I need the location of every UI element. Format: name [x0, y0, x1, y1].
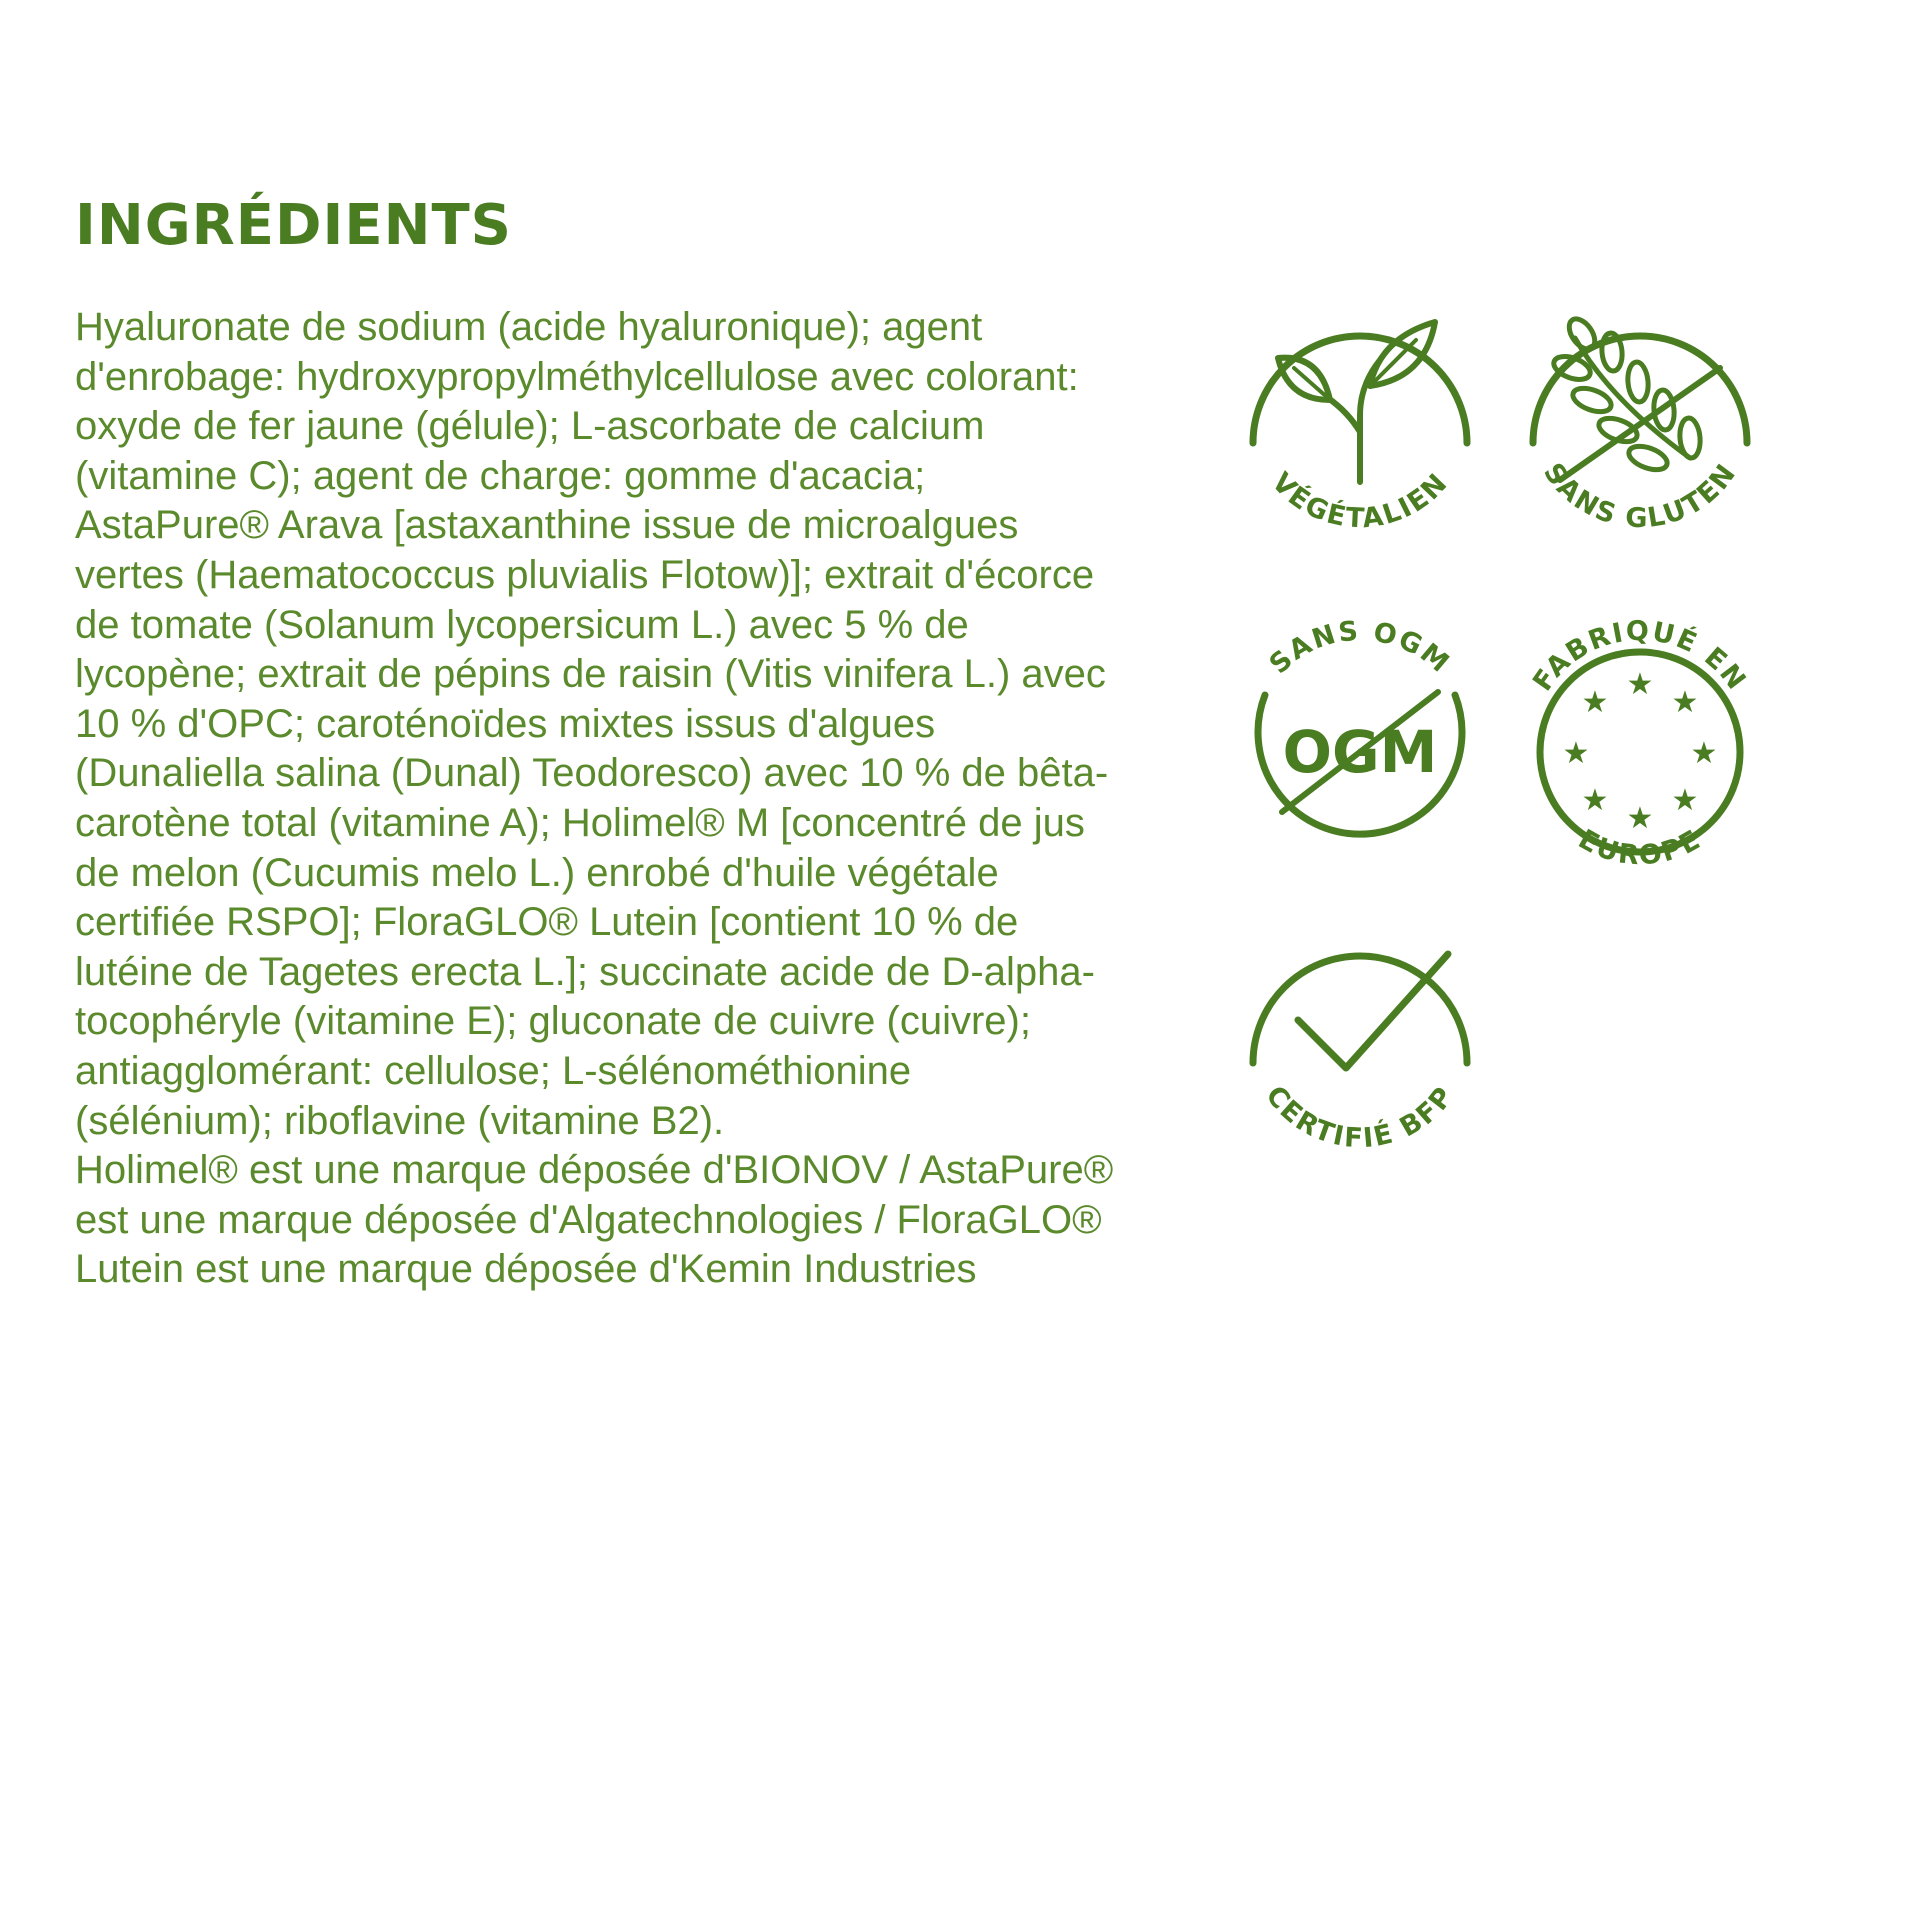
ogm-icon-text: OGM	[1282, 718, 1438, 786]
plant-sprout-icon	[1220, 290, 1500, 570]
badge-bfp-label: CERTIFIÉ BFP	[1259, 1080, 1461, 1155]
badge-fabrique-europe	[1500, 610, 1780, 890]
badge-vegetalien	[1220, 290, 1500, 570]
svg-text:★: ★	[1626, 801, 1654, 836]
badge-sans-ogm	[1220, 610, 1500, 890]
svg-text:SANS OGM	[1264, 616, 1456, 681]
svg-text:★: ★	[1671, 685, 1699, 720]
ogm-crossed-icon	[1220, 610, 1500, 890]
page-title: INGRÉDIENTS	[75, 193, 513, 258]
badge-europe-label-top: FABRIQUÉ EN	[1527, 615, 1753, 697]
svg-text:CERTIFIÉ BFP	[1259, 1080, 1460, 1154]
svg-text:SANS GLUTEN	[1537, 457, 1743, 534]
svg-text:★: ★	[1626, 667, 1654, 702]
trademark-notice: Holimel® est une marque déposée d'BIONOV / AstaPure® est une marque déposée d'Algatechnologies / FloraGLO® Lutein est une marque déposée d'Kemin Industries	[75, 1148, 1114, 1292]
badge-sans-gluten	[1500, 290, 1780, 570]
wheat-crossed-icon	[1500, 290, 1780, 570]
badge-certifie-bfp	[1220, 910, 1500, 1190]
svg-text:★: ★	[1562, 736, 1590, 771]
badge-sans-ogm-label: SANS OGM	[1263, 615, 1457, 681]
checkmark-icon	[1220, 910, 1500, 1190]
badge-vegetalien-label: VÉGÉTALIEN	[1265, 466, 1455, 535]
svg-text:★: ★	[1690, 736, 1718, 771]
svg-text:★: ★	[1671, 783, 1699, 818]
svg-text:★: ★	[1581, 685, 1609, 720]
badge-europe-label-bottom: EUROPE	[1573, 823, 1707, 872]
ingredients-list: Hyaluronate de sodium (acide hyaluronique); agent d'enrobage: hydroxypropylméthylcellulose avec colorant: oxyde de fer jaune (gélule); L-ascorbate de calcium (vitamine C); agent de charge: gomme d'acacia; AstaPure® Arava [astaxanthine issue de microalgues vertes (Haematococcus pluvialis Flotow)]; extrait d'écorce de tomate (Solanum lycopersicum L.) avec 5 % de lycopène; extrait de pépins de raisin (Vitis vinifera L.) avec 10 % d'OPC; caroténoïdes mixtes issus d'algues (Dunaliella salina (Dunal) Teodoresco) avec 10 % de bêta-carotène total (vitamine A); Holimel® M [concentré de jus de melon (Cucumis melo L.) enrobé d'huile végétale certifiée RSPO]; FloraGLO® Lutein [contient 10 % de lutéine de Tagetes erecta L.]; succinate acide de D-alpha-tocophéryle (vitamine E); gluconate de cuivre (cuivre); antiagglomérant: cellulose; L-sélénométhionine (sélénium); riboflavine (vitamine B2).	[75, 305, 1109, 1143]
svg-text:★: ★	[1581, 783, 1609, 818]
eu-stars-icon	[1500, 610, 1780, 890]
badge-sans-gluten-label: SANS GLUTEN	[1537, 457, 1744, 535]
ingredients-block	[75, 303, 1115, 1295]
